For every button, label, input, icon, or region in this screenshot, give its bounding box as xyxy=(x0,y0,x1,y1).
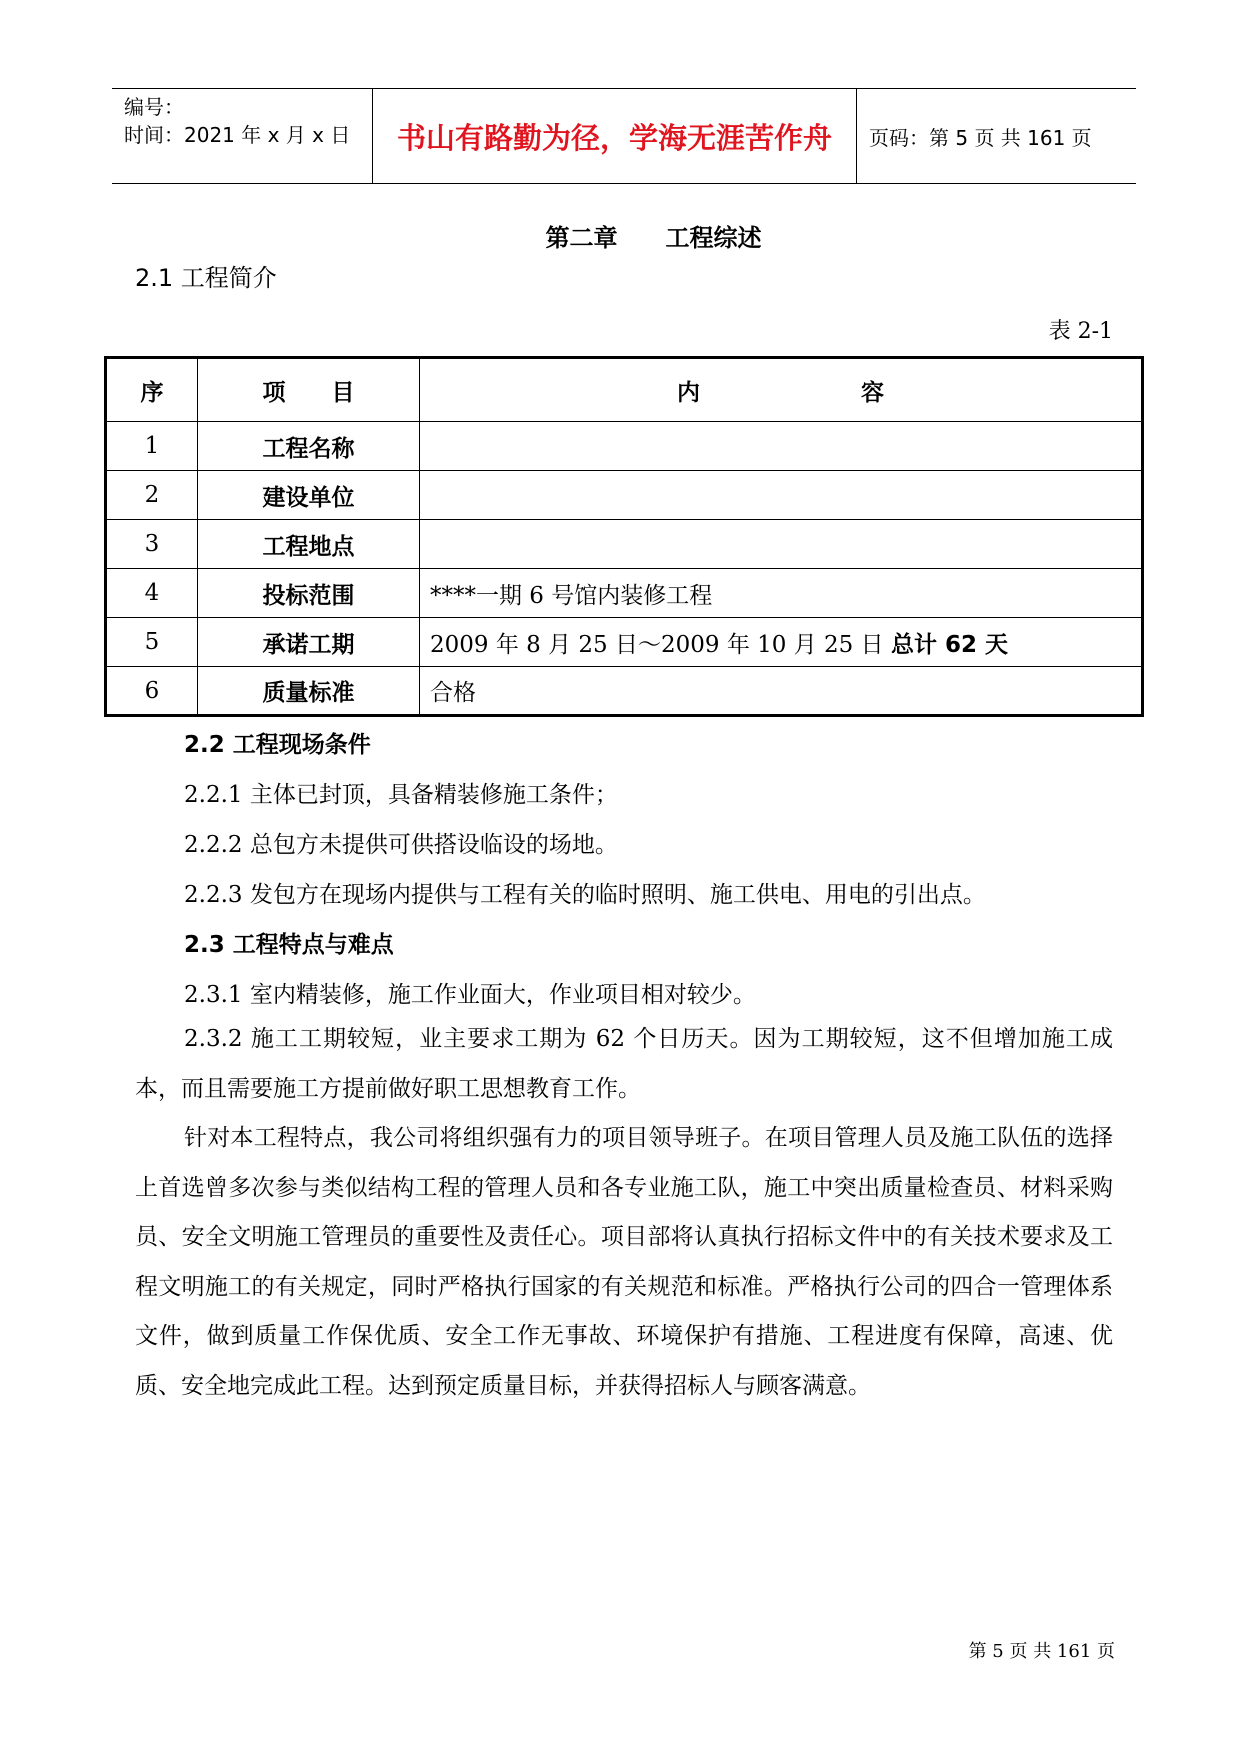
section-2-3-item: 2.3.1 室内精装修，施工作业面大，作业项目相对较少。 xyxy=(184,982,756,1008)
row-seq: 1 xyxy=(106,422,198,471)
row-content xyxy=(420,520,1143,569)
row-seq: 3 xyxy=(106,520,198,569)
table-row xyxy=(106,471,1143,520)
row-seq: 4 xyxy=(106,569,198,618)
section-2-2-item: 2.2.2 总包方未提供可供搭设临设的场地。 xyxy=(184,832,618,858)
row-content: ****一期 6 号馆内装修工程 xyxy=(420,569,1143,618)
row-item: 建设单位 xyxy=(198,471,420,520)
row-item: 工程名称 xyxy=(198,422,420,471)
table-row xyxy=(106,618,1143,667)
row-content: 合格 xyxy=(420,667,1143,716)
row-content-total: 总计 62 天 xyxy=(890,631,1008,658)
column-header-item: 项 目 xyxy=(198,358,420,422)
row-item: 质量标准 xyxy=(198,667,420,716)
section-2-2-title: 2.2 工程现场条件 xyxy=(184,732,371,758)
page-footer: 第 5 页 共 161 页 xyxy=(968,1641,1115,1662)
chapter-title xyxy=(0,218,1241,253)
header-page-info: 页码：第 5 页 共 161 页 xyxy=(869,125,1092,150)
header-motto: 书山有路勤为径，学海无涯苦作舟 xyxy=(373,89,857,183)
row-content xyxy=(420,471,1143,520)
table-row xyxy=(106,520,1143,569)
table-row xyxy=(106,422,1143,471)
header-meta xyxy=(112,89,373,183)
section-2-2-item: 2.2.3 发包方在现场内提供与工程有关的临时照明、施工供电、用电的引出点。 xyxy=(184,882,986,908)
row-seq: 6 xyxy=(106,667,198,716)
page-header xyxy=(112,88,1136,184)
section-2-1-title: 2.1 工程简介 xyxy=(135,264,277,292)
row-content xyxy=(420,422,1143,471)
row-item: 投标范围 xyxy=(198,569,420,618)
section-2-2-item: 2.2.1 主体已封顶，具备精装修施工条件； xyxy=(184,782,618,808)
table-caption: 表 2-1 xyxy=(1048,319,1113,344)
column-header-content: 内 容 xyxy=(420,358,1143,422)
row-item: 工程地点 xyxy=(198,520,420,569)
chapter-name: 工程综述 xyxy=(665,224,762,252)
row-seq: 2 xyxy=(106,471,198,520)
table-header-row xyxy=(106,358,1143,422)
project-info-table xyxy=(104,356,1144,717)
table-row xyxy=(106,569,1143,618)
column-header-seq: 序 xyxy=(106,358,198,422)
document-number: 编号： xyxy=(124,95,184,119)
chapter-number: 第二章 xyxy=(545,224,618,252)
row-seq: 5 xyxy=(106,618,198,667)
row-content xyxy=(420,618,1143,667)
section-2-3-item: 2.3.2 施工工期较短，业主要求工期为 62 个日历天。因为工期较短，这不但增加施工成本，而且需要施工方提前做好职工思想教育工作。 xyxy=(135,1026,1113,1102)
document-date: 时间：2021 年 x 月 x 日 xyxy=(124,123,351,147)
table-row xyxy=(106,667,1143,716)
section-2-3-title: 2.3 工程特点与难点 xyxy=(184,932,394,958)
row-content-dates: 2009 年 8 月 25 日～2009 年 10 月 25 日 xyxy=(430,631,884,658)
section-2-3-paragraph: 针对本工程特点，我公司将组织强有力的项目领导班子。在项目管理人员及施工队伍的选择上首选曾多次参与类似结构工程的管理人员和各专业施工队，施工中突出质量检查员、材料采购员、安全文明施工管理员的重要性及责任心。项目部将认真执行招标文件中的有关技术要求及工程文明施工的有关规定，同时严格执行国家的有关规范和标准。严格执行公司的四合一管理体系文件，做到质量工作保优质、安全工作无事故、环境保护有措施、工程进度有保障，高速、优质、安全地完成此工程。达到预定质量目标，并获得招标人与顾客满意。 xyxy=(135,1125,1113,1399)
row-item: 承诺工期 xyxy=(198,618,420,667)
